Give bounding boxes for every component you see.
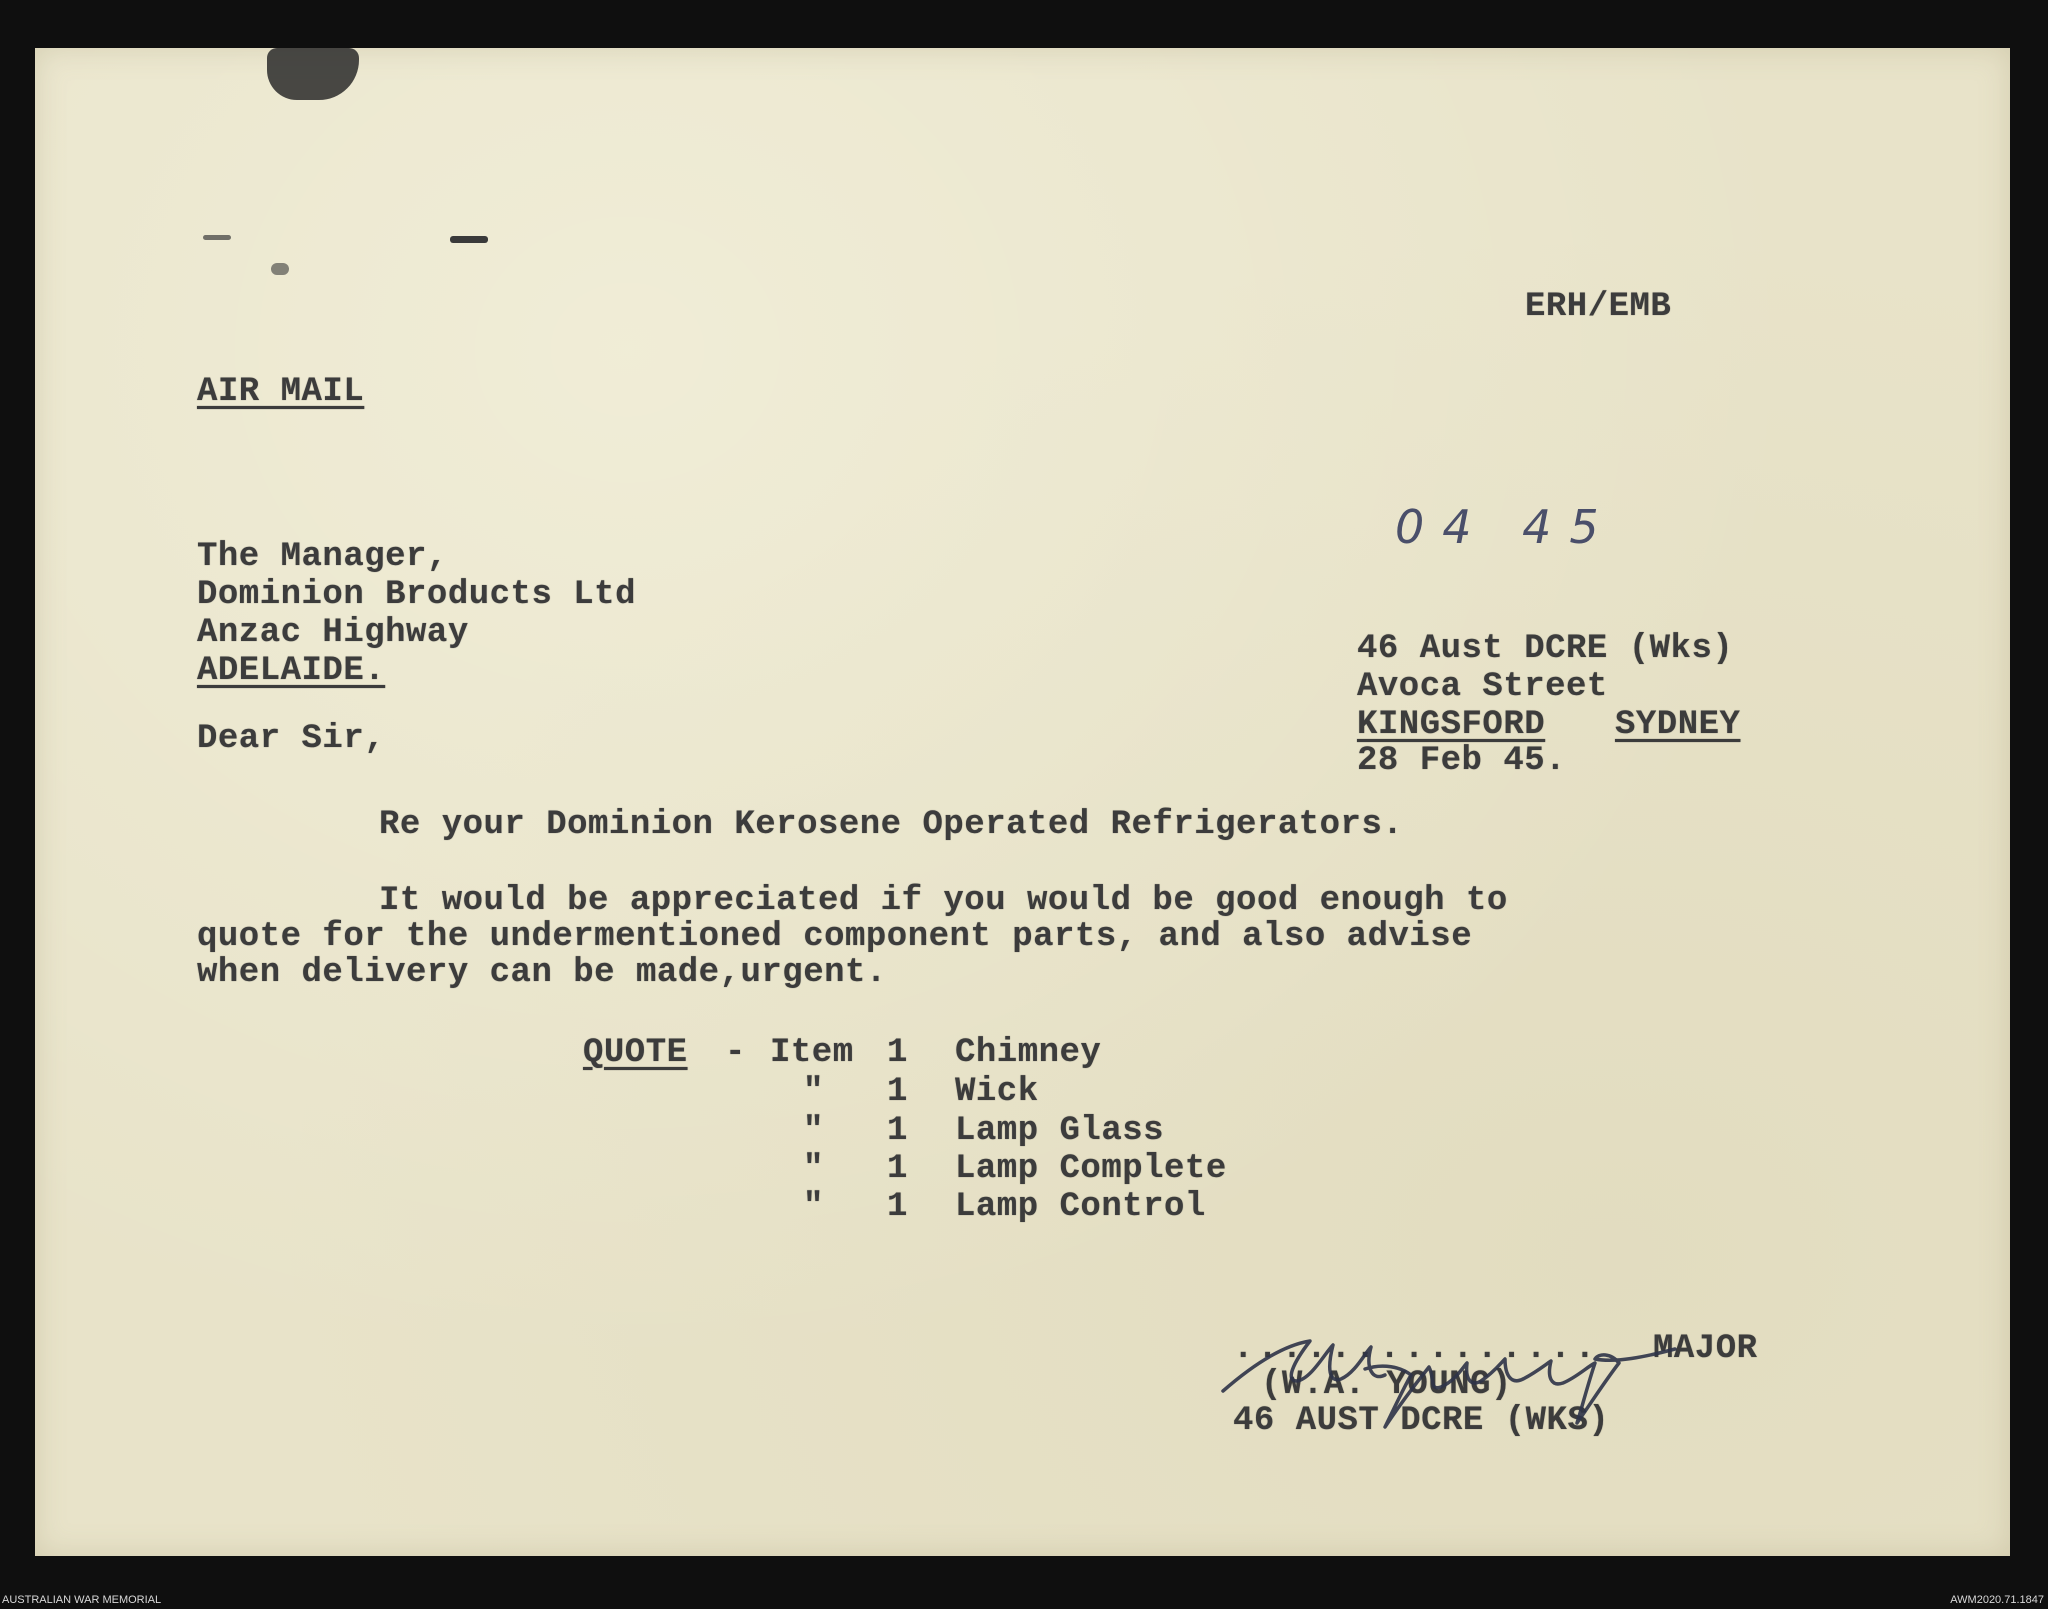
ditto-mark: " (803, 1073, 824, 1111)
ink-speck (271, 263, 289, 275)
quote-dash: - (725, 1034, 746, 1072)
letter-date: 28 Feb 45. (1357, 742, 1567, 780)
quote-item-qty: 1 (887, 1188, 908, 1226)
handwritten-file-number: 04 45 (1395, 500, 1617, 554)
signature-dots: ............... (1233, 1330, 1600, 1368)
subject-line: Re your Dominion Kerosene Operated Refrigerators. (379, 806, 1404, 844)
quote-item-qty: 1 (887, 1112, 908, 1150)
quote-item-name: Lamp Glass (955, 1112, 1165, 1150)
addressee-line: The Manager, (197, 538, 448, 576)
signature-unit: 46 AUST DCRE (WKS) (1233, 1402, 1610, 1440)
quote-label: QUOTE (583, 1034, 688, 1072)
body-line: when delivery can be made,urgent. (197, 954, 887, 992)
quote-item-name: Lamp Control (955, 1188, 1206, 1226)
quote-item-qty: 1 (887, 1150, 908, 1188)
sender-city: SYDNEY (1615, 706, 1741, 744)
air-mail-heading: AIR MAIL (197, 373, 365, 411)
signature-name: (W.A. YOUNG) (1261, 1366, 1512, 1404)
ditto-mark: " (803, 1150, 824, 1188)
quote-item-qty: 1 (887, 1073, 908, 1111)
salutation: Dear Sir, (197, 720, 386, 758)
reference-code: ERH/EMB (1525, 288, 1672, 326)
handwritten-signature (1215, 1323, 1695, 1443)
sender-unit: 46 Aust DCRE (Wks) (1357, 630, 1734, 668)
quote-item-qty: 1 (887, 1034, 908, 1072)
quote-item-name: Chimney (955, 1034, 1102, 1072)
sender-street: Avoca Street (1357, 668, 1608, 706)
body-line: quote for the undermentioned component parts, and also advise (197, 918, 1473, 956)
paper-tear-mark (267, 48, 359, 100)
archive-credit: AUSTRALIAN WAR MEMORIAL (2, 1594, 162, 1606)
ink-speck (203, 235, 231, 240)
addressee-line: Dominion Broducts Ltd (197, 576, 636, 614)
letter-sheet (35, 48, 2010, 1556)
quote-item-word: Item (770, 1034, 854, 1072)
addressee-city: ADELAIDE. (197, 652, 386, 690)
quote-item-name: Lamp Complete (955, 1150, 1227, 1188)
signature-rank: MAJOR (1653, 1330, 1758, 1368)
body-line: It would be appreciated if you would be good enough to (379, 882, 1508, 920)
ink-speck (450, 236, 488, 243)
addressee-line: Anzac Highway (197, 614, 469, 652)
ditto-mark: " (803, 1188, 824, 1226)
ditto-mark: " (803, 1112, 824, 1150)
archive-accession-number: AWM2020.71.1847 (1950, 1594, 2044, 1606)
sender-suburb: KINGSFORD (1357, 706, 1546, 744)
quote-item-name: Wick (955, 1073, 1039, 1111)
